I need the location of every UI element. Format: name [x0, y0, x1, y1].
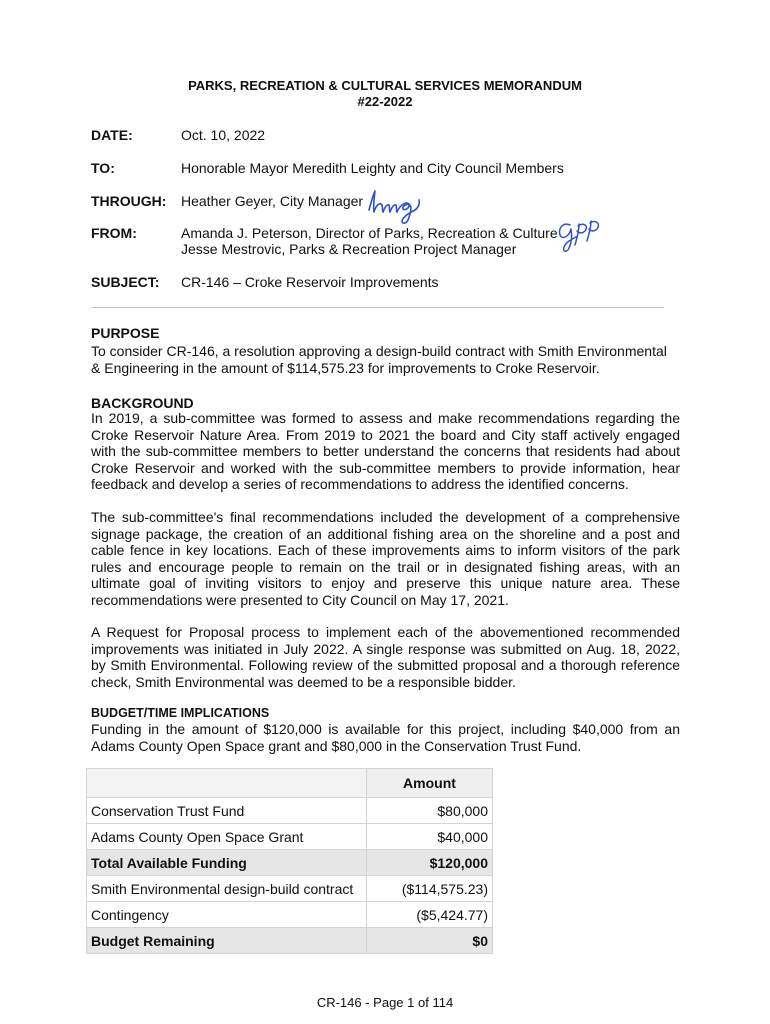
table-row-remaining — [87, 928, 493, 954]
purpose-text: To consider CR-146, a resolution approving a design-build contract with Smith Environmental & Engineering in the amount of $114,575.23 for improvements to Croke Reservoir. — [91, 343, 667, 376]
budget-row-amount: $0 — [367, 928, 493, 954]
budget-text: Funding in the amount of $120,000 is available for this project, including $40,000 from an Adams County Open Space grant and $80,000 in the Conservation Trust Fund. — [91, 721, 680, 754]
director-initials-signature — [556, 216, 604, 258]
to-label: TO: — [91, 160, 115, 176]
budget-row-amount: $80,000 — [367, 798, 493, 824]
table-row — [87, 798, 493, 824]
table-row — [87, 824, 493, 850]
budget-row-label: Smith Environmental design-build contract — [87, 876, 367, 902]
background-paragraph-2: The sub-committee's final recommendations included the development of a comprehensive signage package, the creation of an additional fishing area on the shoreline and a post and cable fence in key locations. Each of these improvements aims to inform visitors of the park rules and encourage people to remain on the trail or in designated fishing areas, with an ultimate goal of inviting visitors to enjoy and preserve this unique nature area. These recommendations were presented to City Council on May 17, 2021. — [91, 509, 680, 608]
background-paragraph-1: In 2019, a sub-committee was formed to assess and make recommendations regarding the Croke Reservoir Nature Area. From 2019 to 2021 the board and City staff actively engaged with the sub-committee members to better understand the concerns that residents had about Croke Reservoir and worked with the sub-committee members to provide information, hear feedback and develop a series of recommendations to address the identified concerns. — [91, 410, 680, 493]
budget-row-amount: $40,000 — [367, 824, 493, 850]
budget-row-label: Contingency — [87, 902, 367, 928]
page-footer: CR-146 - Page 1 of 114 — [316, 995, 454, 1010]
budget-table-header — [87, 769, 493, 798]
background-paragraph-3: A Request for Proposal process to implement each of the abovementioned recommended improvements was initiated in July 2022. A single response was submitted on Aug. 18, 2022, by Smith Environmental. Following review of the submitted proposal and a thorough reference check, Smith Environmental was deemed to be a responsible bidder. — [91, 624, 680, 690]
memo-number: #22-2022 — [357, 94, 413, 109]
budget-row-label: Adams County Open Space Grant — [87, 824, 367, 850]
budget-row-label: Conservation Trust Fund — [87, 798, 367, 824]
from-value-2: Jesse Mestrovic, Parks & Recreation Project Manager — [181, 241, 517, 257]
purpose-heading: PURPOSE — [91, 325, 160, 341]
budget-row-amount: $120,000 — [367, 850, 493, 876]
table-row — [87, 876, 493, 902]
subject-label: SUBJECT: — [91, 274, 160, 290]
table-row — [87, 902, 493, 928]
budget-header-amount: Amount — [367, 769, 493, 798]
budget-table — [86, 768, 493, 954]
budget-row-label: Total Available Funding — [87, 850, 367, 876]
budget-row-amount: ($114,575.23) — [367, 876, 493, 902]
to-value: Honorable Mayor Meredith Leighty and City Council Members — [181, 160, 564, 176]
budget-heading: BUDGET/TIME IMPLICATIONS — [91, 706, 270, 720]
from-label: FROM: — [91, 225, 137, 241]
from-value-1: Amanda J. Peterson, Director of Parks, Recreation & Culture — [181, 225, 558, 241]
budget-row-label: Budget Remaining — [87, 928, 367, 954]
date-label: DATE: — [91, 127, 133, 143]
memo-title: PARKS, RECREATION & CULTURAL SERVICES MEMORANDUM — [188, 78, 582, 93]
table-row-total — [87, 850, 493, 876]
subject-value: CR-146 – Croke Reservoir Improvements — [181, 274, 439, 290]
through-label: THROUGH: — [91, 193, 167, 209]
background-heading: BACKGROUND — [91, 395, 194, 411]
budget-row-amount: ($5,424.77) — [367, 902, 493, 928]
budget-header-blank — [87, 769, 367, 798]
city-manager-initials-signature — [366, 187, 424, 225]
date-value: Oct. 10, 2022 — [181, 127, 266, 143]
through-value: Heather Geyer, City Manager — [181, 193, 364, 209]
header-divider — [91, 307, 664, 308]
